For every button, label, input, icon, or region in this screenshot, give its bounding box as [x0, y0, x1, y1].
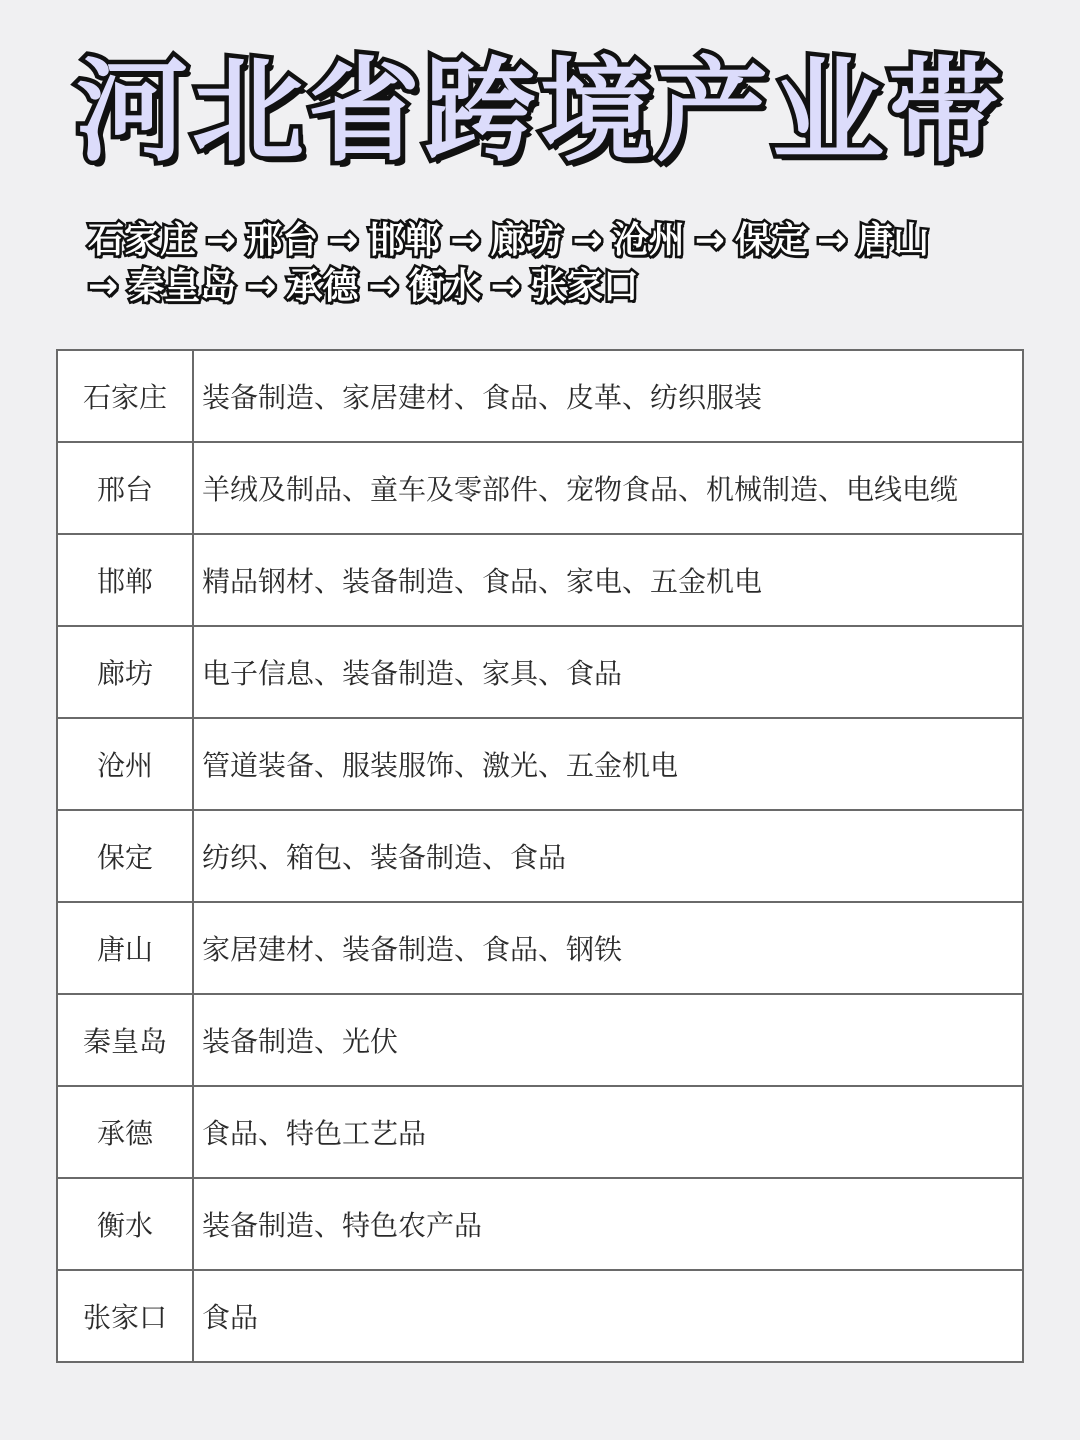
- table-row: [57, 1086, 1023, 1178]
- industries-cell: 管道装备、服装服饰、激光、五金机电: [193, 718, 1023, 810]
- route-city: 张家口: [530, 266, 639, 307]
- route-city: 沧州: [612, 220, 685, 261]
- arrow-right-icon: →: [368, 266, 399, 307]
- city-cell: 邢台: [57, 442, 193, 534]
- arrow-right-icon: →: [246, 266, 277, 307]
- city-cell: 唐山: [57, 902, 193, 994]
- city-cell: 石家庄: [57, 350, 193, 442]
- industries-cell: 装备制造、家居建材、食品、皮革、纺织服装: [193, 350, 1023, 442]
- table-row: [57, 1178, 1023, 1270]
- industries-cell: 食品: [193, 1270, 1023, 1362]
- city-cell: 廊坊: [57, 626, 193, 718]
- table-row: [57, 626, 1023, 718]
- table-row: [57, 350, 1023, 442]
- page-title: 河北省跨境产业带: [76, 47, 1004, 177]
- industries-cell: 纺织、箱包、装备制造、食品: [193, 810, 1023, 902]
- route-city: 邢台: [246, 220, 319, 261]
- industries-cell: 精品钢材、装备制造、食品、家电、五金机电: [193, 534, 1023, 626]
- route-city: 保定: [734, 220, 807, 261]
- arrow-right-icon: →: [206, 220, 237, 261]
- arrow-right-icon: →: [694, 220, 725, 261]
- table-row: [57, 994, 1023, 1086]
- route-city: 衡水: [408, 266, 481, 307]
- city-cell: 张家口: [57, 1270, 193, 1362]
- industries-cell: 羊绒及制品、童车及零部件、宠物食品、机械制造、电线电缆: [193, 442, 1023, 534]
- route-city: 石家庄: [88, 220, 197, 261]
- arrow-right-icon: →: [328, 220, 359, 261]
- table-row: [57, 902, 1023, 994]
- industries-cell: 装备制造、光伏: [193, 994, 1023, 1086]
- city-cell: 沧州: [57, 718, 193, 810]
- table-row: [57, 810, 1023, 902]
- route-city: 邯郸: [368, 220, 441, 261]
- arrow-right-icon: →: [490, 266, 521, 307]
- industries-cell: 电子信息、装备制造、家具、食品: [193, 626, 1023, 718]
- industries-cell: 食品、特色工艺品: [193, 1086, 1023, 1178]
- arrow-right-icon: →: [450, 220, 481, 261]
- route-city: 秦皇岛: [128, 266, 237, 307]
- industries-cell: 装备制造、特色农产品: [193, 1178, 1023, 1270]
- route-city: 承德: [286, 266, 359, 307]
- industries-cell: 家居建材、装备制造、食品、钢铁: [193, 902, 1023, 994]
- city-cell: 邯郸: [57, 534, 193, 626]
- table-row: [57, 442, 1023, 534]
- table-row: [57, 1270, 1023, 1362]
- route-city: 唐山: [857, 220, 930, 261]
- city-route: [88, 218, 1008, 310]
- table-row: [57, 718, 1023, 810]
- table-row: [57, 534, 1023, 626]
- route-line-2: [88, 264, 1008, 310]
- arrow-right-icon: →: [572, 220, 603, 261]
- arrow-right-icon: →: [816, 220, 848, 261]
- industry-table: [56, 349, 1024, 1363]
- route-line-1: [88, 218, 1008, 264]
- route-city: 廊坊: [490, 220, 563, 261]
- arrow-right-icon: →: [88, 266, 119, 307]
- city-cell: 承德: [57, 1086, 193, 1178]
- city-cell: 衡水: [57, 1178, 193, 1270]
- city-cell: 秦皇岛: [57, 994, 193, 1086]
- city-cell: 保定: [57, 810, 193, 902]
